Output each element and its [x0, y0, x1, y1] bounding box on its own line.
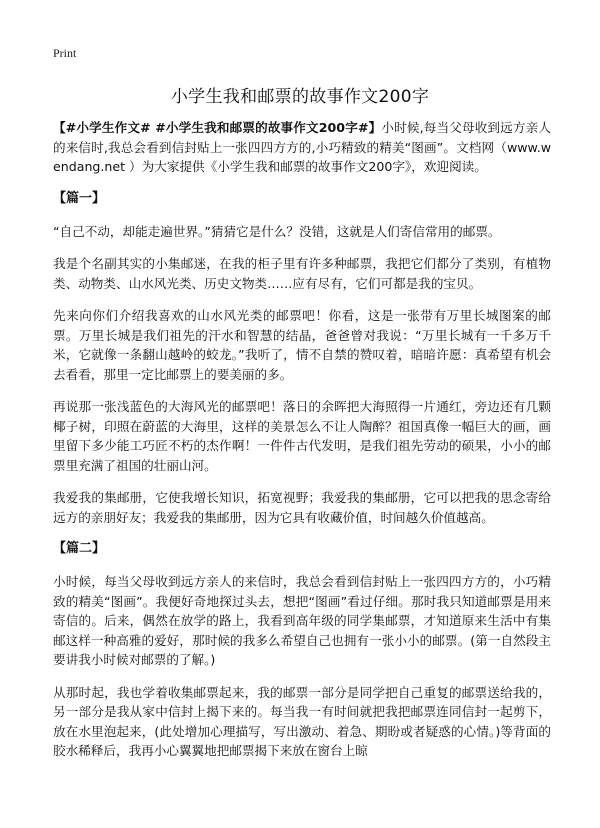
section1-paragraph: “自己不动，却能走遍世界。”猜猜它是什么？没错，这就是人们寄信常用的邮票。 — [53, 223, 501, 239]
intro-tag: 【#小学生作文# #小学生我和邮票的故事作文200字#】 — [53, 120, 382, 135]
section-heading-2: 【篇二】 — [53, 541, 106, 556]
intro-paragraph — [53, 118, 551, 177]
section1-paragraph: 再说那一张浅蓝色的大海风光的邮票吧！落日的余晖把大海照得一片通红，旁边还有几颗椰子树，印照在蔚蓝的大海里，这样的美景怎么不让人陶醉？祖国真像一幅巨大的画，画里留下多少能工巧匠不朽的杰作啊！一件件古代发明，是我们祖先劳动的硕果，小小的邮票里充满了祖国的壮丽山河。 — [53, 399, 551, 473]
print-label: Print — [53, 46, 77, 60]
section1-paragraph: 我是个名副其实的小集邮迷，在我的柜子里有许多种邮票，我把它们都分了类别，有植物类、动物类、山水风光类、历史文物类……应有尽有，它们可都是我的宝贝。 — [53, 256, 551, 291]
section2-paragraph: 小时候，每当父母收到远方亲人的来信时，我总会看到信封贴上一张四四方方的，小巧精致的精美“图画”。我便好奇地探过头去，想把“图画”看过仔细。那时我只知道邮票是用来寄信的。后来，偶然在放学的路上，我看到高年级的同学集邮票，才知道原来生活中有集邮这样一种高雅的爱好，那时候的我多么希望自己也拥有一张小小的邮票。(第一自然段主要讲我小时候对邮票的了解。) — [53, 574, 551, 667]
page-title: 小学生我和邮票的故事作文200字 — [170, 87, 430, 107]
article-body — [53, 118, 551, 774]
section-heading-1: 【篇一】 — [53, 190, 106, 206]
section1-paragraph: 先来向你们介绍我喜欢的山水风光类的邮票吧！你看，这是一张带有万里长城图案的邮票。万里长城是我们祖先的汗水和智慧的结晶，爸爸曾对我说：“万里长城有一千多万千米，它就像一条翻山越岭的蛟龙。”我听了，情不自禁的赞叹着，暗暗许愿：真希望有机会去看看，那里一定比邮票上的要美丽的多。 — [53, 308, 551, 382]
section2-paragraph: 从那时起，我也学着收集邮票起来，我的邮票一部分是同学把自己重复的邮票送给我的，另一部分是我从家中信封上揭下来的。每当我一有时间就把我把邮票连同信封一起剪下，放在水里泡起来，(此处增加心理描写，写出激动、着急、期盼或者疑惑的心情。)等背面的胶水稀释后，我再小心翼翼地把邮票揭下来放在窗台上晾 — [53, 684, 551, 758]
section1-paragraph: 我爱我的集邮册，它使我增长知识，拓宽视野；我爱我的集邮册，它可以把我的思念寄给远方的亲朋好友；我爱我的集邮册，因为它具有收藏价值，时间越久价值越高。 — [53, 490, 551, 525]
intro-text: 小时候,每当父母收到远方亲人的来信时,我总会看到信封贴上一张四四方方的,小巧精致的精美“图画”。文档网（www.wendang.net ）为大家提供《小学生我和邮票的故事作文200字》，欢迎阅读。 — [53, 120, 551, 174]
